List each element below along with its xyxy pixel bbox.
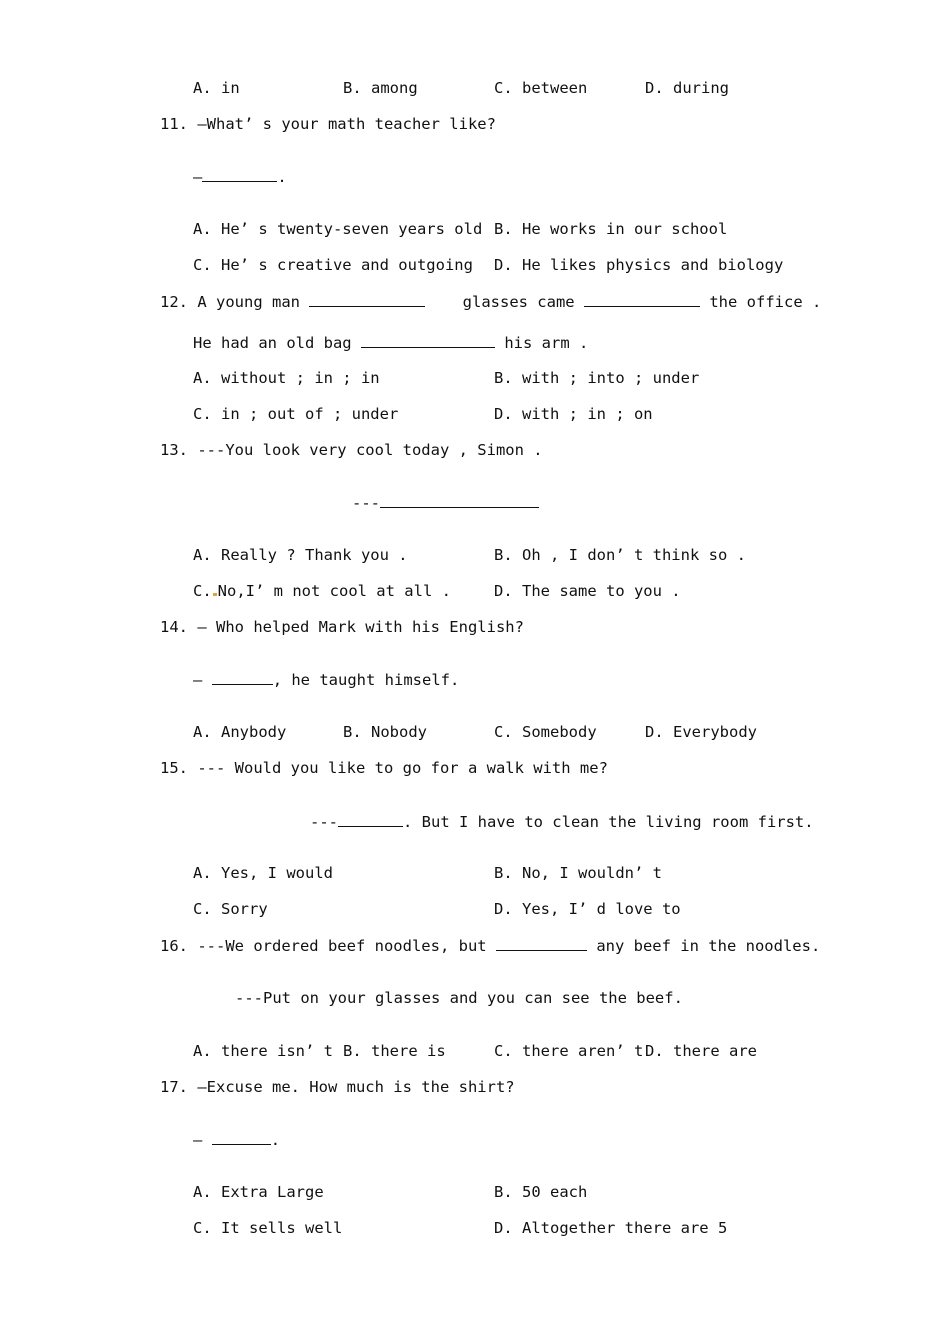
q17-option-c: C. It sells well — [193, 1219, 343, 1237]
q12-option-c: C. in ; out of ; under — [193, 405, 399, 423]
q11-answer-line — [193, 166, 287, 187]
q15-answer-suffix: . But I have to clean the living room first. — [403, 813, 814, 831]
q13-answer-prefix: --- — [352, 494, 380, 512]
q12-part3: the office . — [709, 293, 822, 311]
q12-stem — [160, 291, 821, 312]
q16-stem-part2: any beef in the noodles. — [596, 937, 821, 955]
q10-option-a: A. in — [193, 79, 240, 97]
q13-option-c — [193, 581, 451, 601]
q17-option-a: A. Extra Large — [193, 1183, 324, 1201]
q15-stem: 15. --- Would you like to go for a walk with me? — [160, 759, 608, 777]
q16-stem-part1: 16. ---We ordered beef noodles, but — [160, 937, 487, 955]
q12-blank-2 — [584, 291, 700, 307]
q16-option-a: A. there isn’ t — [193, 1042, 333, 1060]
q11-answer-prefix: — — [193, 168, 203, 186]
q11-stem: 11. —What’ s your math teacher like? — [160, 115, 496, 133]
q16-option-c: C. there aren’ t — [494, 1042, 644, 1060]
q13-option-c-text: No,I’ m not cool at all . — [217, 582, 451, 600]
q15-answer-line — [310, 811, 814, 832]
q14-stem: 14. — Who helped Mark with his English? — [160, 618, 524, 636]
q13-option-b: B. Oh , I don’ t think so . — [494, 546, 746, 564]
q12-option-b: B. with ; into ; under — [494, 369, 700, 387]
q13-answer-line — [352, 492, 539, 513]
q15-blank — [338, 811, 403, 827]
q12-part1: 12. A young man — [160, 293, 300, 311]
q17-option-b: B. 50 each — [494, 1183, 588, 1201]
q12-line2-part1: He had an old bag — [193, 334, 352, 352]
q13-stem: 13. ---You look very cool today , Simon . — [160, 441, 543, 459]
q16-option-b: B. there is — [343, 1042, 446, 1060]
q15-option-c: C. Sorry — [193, 900, 268, 918]
q14-option-b: B. Nobody — [343, 723, 427, 741]
q14-option-c: C. Somebody — [494, 723, 597, 741]
q14-option-a: A. Anybody — [193, 723, 287, 741]
q12-blank-3 — [361, 332, 495, 348]
q16-option-d: D. there are — [645, 1042, 757, 1060]
q12-line2 — [193, 332, 588, 353]
q13-option-a: A. Really ? Thank you . — [193, 546, 408, 564]
q15-answer-prefix: --- — [310, 813, 338, 831]
q11-blank — [202, 166, 277, 182]
q12-option-a: A. without ; in ; in — [193, 369, 380, 387]
q13-blank — [380, 492, 539, 508]
q12-blank-1 — [309, 291, 425, 307]
q11-option-c: C. He’ s creative and outgoing — [193, 256, 473, 274]
q12-option-d: D. with ; in ; on — [494, 405, 653, 423]
q15-option-a: A. Yes, I would — [193, 864, 333, 882]
q10-option-d: D. during — [645, 79, 729, 97]
q12-part2: glasses came — [462, 293, 575, 311]
q17-answer-suffix: . — [270, 1131, 281, 1149]
q14-blank — [212, 669, 273, 685]
q13-option-d: D. The same to you . — [494, 582, 681, 600]
q14-answer-suffix: , he taught himself. — [272, 671, 460, 689]
q14-answer-line — [193, 669, 459, 690]
q17-option-d: D. Altogether there are 5 — [494, 1219, 728, 1237]
q17-answer-prefix: — — [193, 1131, 203, 1149]
q14-option-d: D. Everybody — [645, 723, 757, 741]
q12-line2-part2: his arm . — [504, 334, 589, 352]
q16-answer: ---Put on your glasses and you can see the beef. — [235, 989, 683, 1007]
q11-option-b: B. He works in our school — [494, 220, 728, 238]
q10-option-b: B. among — [343, 79, 418, 97]
q11-option-a: A. He’ s twenty-seven years old — [193, 220, 483, 238]
q15-option-b: B. No, I wouldn’ t — [494, 864, 662, 882]
q15-option-d: D. Yes, I’ d love to — [494, 900, 681, 918]
q14-answer-prefix: — — [193, 671, 203, 689]
q17-blank — [212, 1129, 271, 1145]
edit-mark-icon — [213, 593, 217, 596]
q17-answer-line — [193, 1129, 280, 1150]
q10-option-c: C. between — [494, 79, 588, 97]
q13-option-c-prefix: C. — [193, 582, 212, 600]
q16-stem — [160, 935, 820, 956]
q11-answer-suffix: . — [277, 168, 287, 186]
q17-stem: 17. —Excuse me. How much is the shirt? — [160, 1078, 515, 1096]
q16-blank — [496, 935, 587, 951]
q11-option-d: D. He likes physics and biology — [494, 256, 784, 274]
